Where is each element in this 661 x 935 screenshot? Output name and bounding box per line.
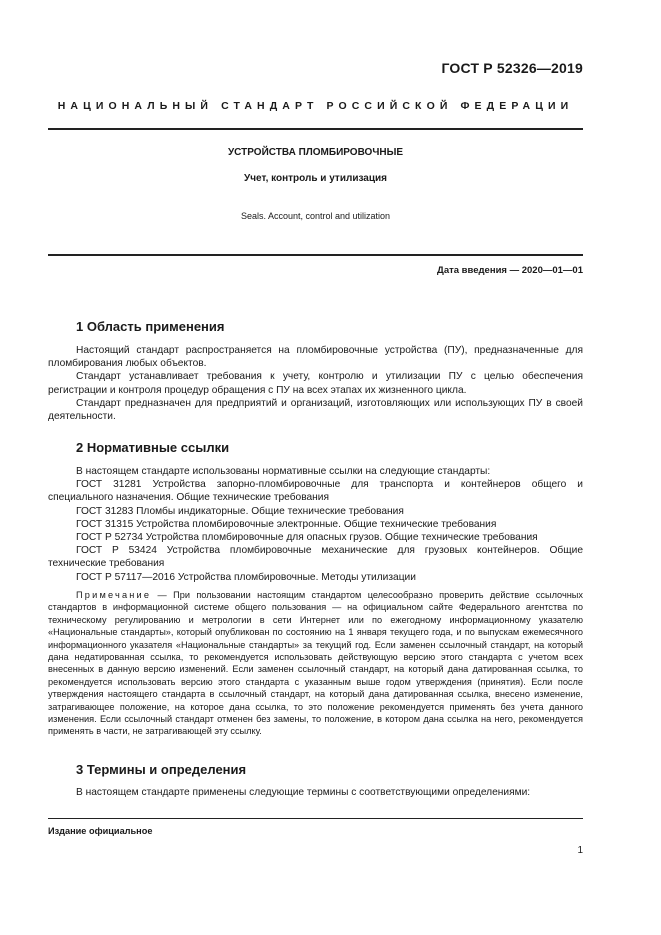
document-subtitle: Учет, контроль и утилизация	[243, 173, 387, 184]
paragraph: Стандарт устанавливает требования к учету, контролю и утилизации ПУ с целью обеспечения регистрации и контроля процедур обращения с ПУ на всех этапах их жизненного цикла.	[48, 371, 583, 396]
section-2-heading: 2 Нормативные ссылки	[76, 440, 230, 455]
note-label: Примечание	[76, 590, 152, 600]
document-title-english: Seals. Account, control and utilization	[240, 211, 391, 221]
page-number: 1	[577, 845, 583, 856]
section-1-heading: 1 Область применения	[76, 319, 225, 334]
reference-item: ГОСТ 31283 Пломбы индикаторные. Общие технические требования	[76, 505, 404, 517]
section-1-body	[48, 344, 583, 423]
header-rule	[48, 128, 583, 130]
note-text: — При пользовании настоящим стандартом целесообразно проверить действие ссылочных стандартов в информационной системе общего пользования — на официальном сайте Федерального агентства по техническому регулированию и метрологии в сети Интернет или по ежегодному информационному указателю «Национальные стандарты», который опубликован по состоянию на 1 января текущего года, и по выпускам ежемесячного информационного указателя «Национальные стандарты» за текущий год. Если заменен ссылочный стандарт, на который дана недатированная ссылка, то рекомендуется использовать действующую версию этого стандарта с учетом всех внесенных в данную версию изменений. Если заменен ссылочный стандарт, на который дана датированная ссылка, то рекомендуется использовать версию этого стандарта с указанным выше годом утверждения (принятия). Если после утверждения настоящего стандарта в ссылочный стандарт, на который дана датированная ссылка, внесено изменение, затрагивающее положение, на которое дана ссылка, то это положение рекомендуется применять без учета данного изменения. Если ссылочный стандарт отменен без замены, то положение, в котором дана ссылка на него, рекомендуется применять в части, не затрагивающей эту ссылку.	[48, 590, 583, 737]
footer-rule	[48, 818, 583, 819]
reference-item: ГОСТ 31281 Устройства запорно-пломбировочные для транспорта и контейнеров общего и	[76, 479, 583, 491]
gost-number: ГОСТ Р 52326—2019	[441, 60, 583, 76]
reference-item: ГОСТ Р 57117—2016 Устройства пломбировочные. Методы утилизации	[76, 571, 416, 583]
reference-item-continuation: специального назначения. Общие технические требования	[48, 492, 330, 504]
references-intro: В настоящем стандарте использованы нормативные ссылки на следующие стандарты:	[76, 466, 491, 477]
references-note	[48, 589, 583, 738]
reference-item: ГОСТ Р 53424 Устройства пломбировочные механические для грузовых контейнеров. Общие	[76, 545, 583, 557]
reference-item-continuation: технические требования	[48, 558, 165, 570]
title-rule	[48, 254, 583, 256]
paragraph: В настоящем стандарте применены следующие термины с соответствующими определениями:	[76, 787, 531, 798]
national-standard-banner: НАЦИОНАЛЬНЫЙ СТАНДАРТ РОССИЙСКОЙ ФЕДЕРАЦИИ	[57, 100, 574, 112]
reference-item: ГОСТ Р 52734 Устройства пломбировочные для опасных грузов. Общие технические требования	[76, 532, 538, 544]
introduction-date: Дата введения — 2020—01—01	[437, 265, 583, 276]
edition-label: Издание официальное	[48, 826, 153, 836]
section-3-body	[48, 786, 583, 799]
document-title: УСТРОЙСТВА ПЛОМБИРОВОЧНЫЕ	[227, 147, 404, 158]
paragraph: Настоящий стандарт распространяется на пломбировочные устройства (ПУ), предназначенные для пломбирования любых объектов.	[48, 345, 583, 370]
reference-item: ГОСТ 31315 Устройства пломбировочные электронные. Общие технические требования	[76, 518, 497, 530]
section-3-heading: 3 Термины и определения	[76, 762, 247, 777]
paragraph: Стандарт предназначен для предприятий и организаций, изготовляющих или использующих ПУ в своей деятельности.	[48, 397, 583, 423]
references-list	[48, 465, 583, 584]
